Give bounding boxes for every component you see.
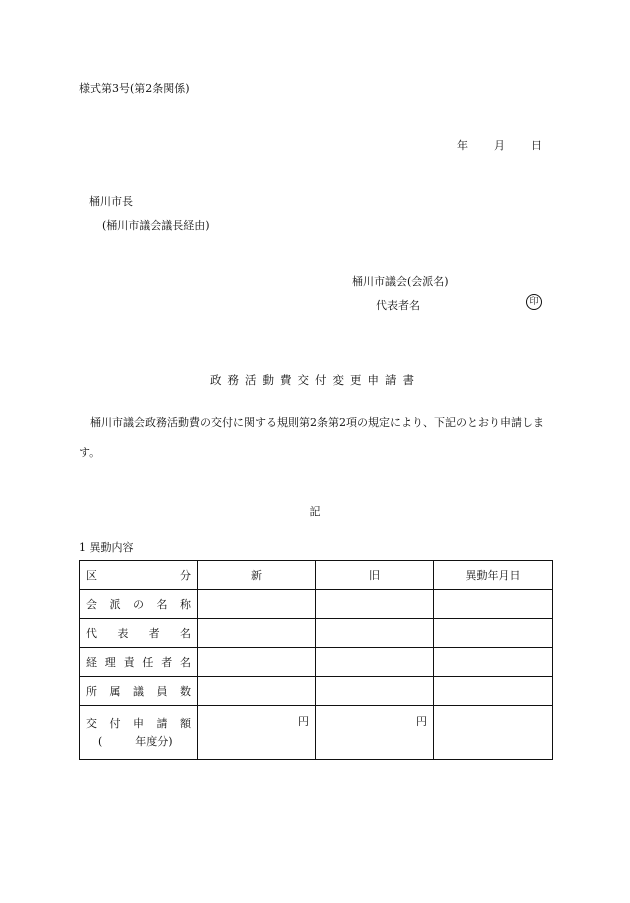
table-row — [80, 619, 553, 648]
via-chairman: (桶川市議会議長経由) — [102, 219, 210, 232]
date-cell[interactable] — [434, 706, 553, 760]
new-cell[interactable] — [198, 677, 316, 706]
representative-name: 代表者名 — [376, 299, 420, 312]
date-cell[interactable] — [434, 677, 553, 706]
table-row — [80, 677, 553, 706]
header-new: 新 — [198, 561, 316, 590]
old-cell[interactable] — [316, 677, 434, 706]
recipient: 桶川市長 — [89, 195, 133, 208]
row-label: 所 属 議 員 数 — [86, 685, 191, 698]
row-label: 会 派 の 名 称 — [86, 598, 191, 611]
date-day: 日 — [531, 139, 542, 152]
date-cell[interactable] — [434, 648, 553, 677]
date-month: 月 — [494, 139, 505, 152]
faction-name: 桶川市議会(会派名) — [352, 275, 449, 288]
header-category-label: 区 分 — [86, 569, 191, 582]
header-category — [80, 561, 198, 590]
change-table — [79, 560, 553, 760]
date-cell[interactable] — [434, 590, 553, 619]
old-cell[interactable] — [316, 619, 434, 648]
new-amount-cell[interactable]: 円 — [198, 706, 316, 760]
table-row — [80, 648, 553, 677]
ki-heading: 記 — [309, 505, 321, 518]
old-amount-cell[interactable]: 円 — [316, 706, 434, 760]
grant-fiscal-year: ( 年度分) — [98, 734, 173, 748]
form-number: 様式第3号(第2条関係) — [79, 82, 190, 95]
document-title: 政務活動費交付変更申請書 — [210, 373, 420, 387]
grant-label: 交 付 申 請 額 — [86, 716, 191, 730]
header-old: 旧 — [316, 561, 434, 590]
new-cell[interactable] — [198, 648, 316, 677]
old-cell[interactable] — [316, 648, 434, 677]
row-label: 代 表 者 名 — [86, 627, 191, 640]
new-cell[interactable] — [198, 590, 316, 619]
table-row — [80, 706, 553, 760]
date-year: 年 — [457, 139, 468, 152]
old-cell[interactable] — [316, 590, 434, 619]
new-cell[interactable] — [198, 619, 316, 648]
section-heading: 1 異動内容 — [79, 541, 134, 554]
date-cell[interactable] — [434, 619, 553, 648]
row-label: 経 理 責 任 者 名 — [86, 656, 191, 669]
date-line — [457, 137, 542, 153]
seal-icon: 印 — [526, 294, 542, 310]
body-text: 桶川市議会政務活動費の交付に関する規則第2条第2項の規定により、下記のとおり申請します。 — [79, 416, 544, 459]
header-change-date: 異動年月日 — [434, 561, 553, 590]
table-row — [80, 590, 553, 619]
table-header-row — [80, 561, 553, 590]
